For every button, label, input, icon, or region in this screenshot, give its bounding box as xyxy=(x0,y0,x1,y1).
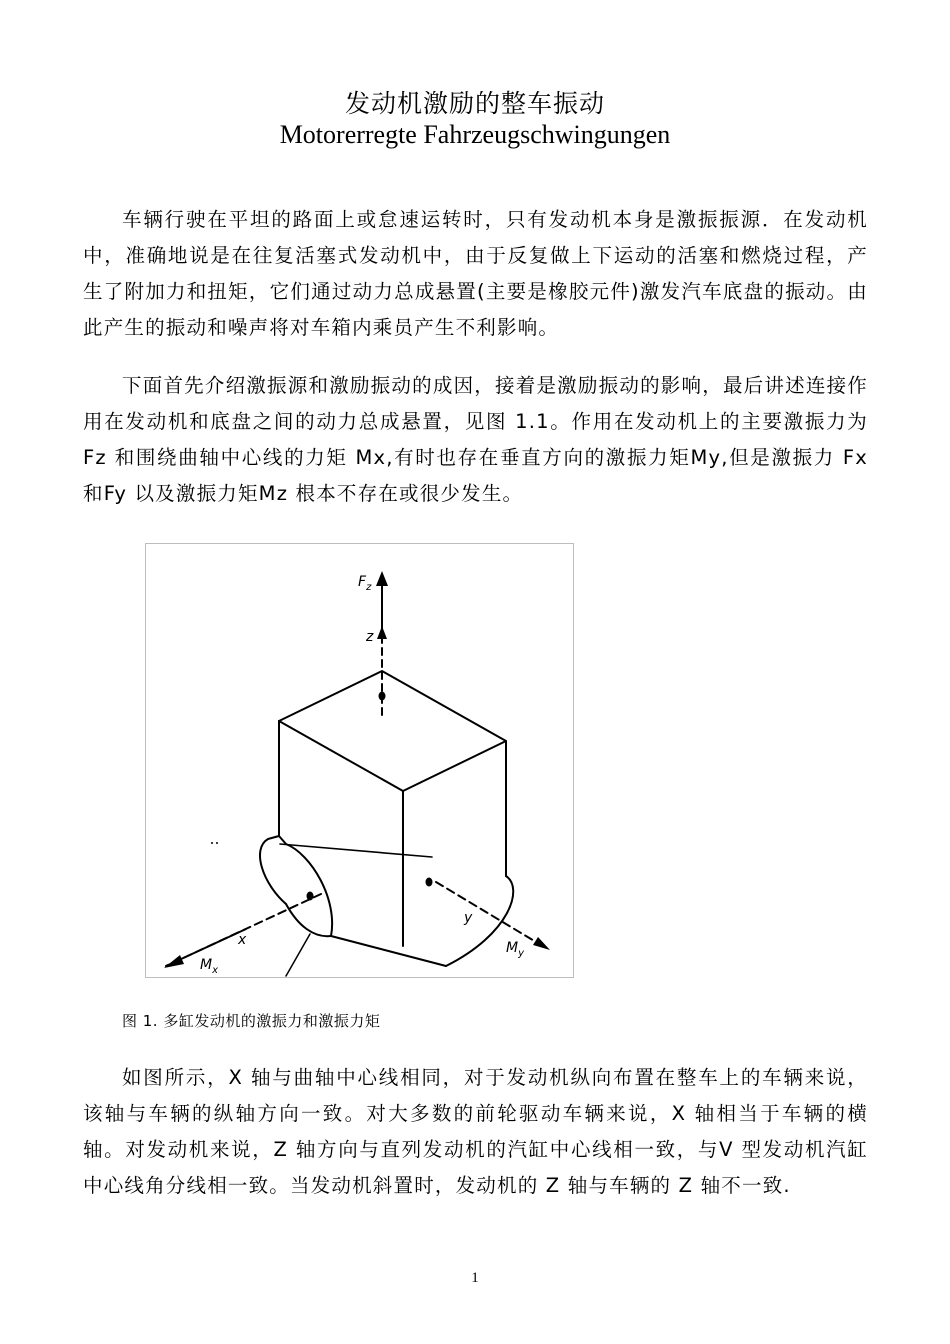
z-label: z xyxy=(366,629,374,645)
crank-center-dot xyxy=(307,892,314,901)
rear-center-dot xyxy=(426,878,433,887)
crankcase-right-outline xyxy=(446,876,513,966)
crankcase-left-end xyxy=(260,836,286,904)
paragraph-3: 如图所示，X 轴与曲轴中心线相同，对于发动机纵向布置在整车上的车辆来说，该轴与车辆的纵轴方向一致。对大多数的前轮驱动车辆来说，X 轴相当于车辆的横轴。对发动机来说，Z 轴方向与直列发动机的汽缸中心线相一致，与V 型发动机汽缸中心线角分线相一致。当发动机斜置时，发动机的 Z 轴与车辆的 Z 轴不一致. xyxy=(83,1066,868,1197)
z-arrowhead xyxy=(377,626,387,639)
title-chinese: 发动机激励的整车振动 xyxy=(344,89,605,118)
page-number: 1 xyxy=(471,1270,479,1286)
x-label: x xyxy=(238,932,247,948)
figure-caption: 图 1. 多缸发动机的激振力和激振力矩 xyxy=(122,1012,381,1030)
crankcase-end-ellipse xyxy=(279,836,332,936)
paragraph-1: 车辆行驶在平坦的路面上或怠速运转时，只有发动机本身是激振振源．在发动机中，准确地说是在往复活塞式发动机中，由于反复做上下运动的活塞和燃烧过程，产生了附加力和扭矩，它们通过动力总成悬置(主要是橡胶元件)激发汽车底盘的振动。由此产生的振动和噪声将对车箱内乘员产生不利影响。 xyxy=(83,208,868,339)
y-label: y xyxy=(464,910,473,926)
fz-label: $F_z$ xyxy=(358,574,372,593)
engine-force-diagram xyxy=(145,543,574,978)
mx-label: $M_x$ xyxy=(200,957,219,976)
paragraph-2: 下面首先介绍激振源和激励振动的成因，接着是激励振动的影响，最后讲述连接作用在发动机和底盘之间的动力总成悬置，见图 1.1。作用在发动机上的主要激振力为 Fz 和围绕曲轴中心线的力矩 Mx,有时也存在垂直方向的激振力矩My,但是激振力 Fx 和Fy 以及激振力矩Mz 根本不存在或很少发生。 xyxy=(83,374,868,505)
top-center-dot xyxy=(379,692,386,701)
block-top-face xyxy=(279,671,506,791)
my-arrowhead xyxy=(533,937,550,950)
mx-arrowhead xyxy=(164,955,184,968)
fz-arrowhead xyxy=(376,571,388,586)
y-axis-line xyxy=(436,882,546,948)
my-label: $M_y$ xyxy=(506,940,525,959)
title-german: Motorerregte Fahrzeugschwingungen xyxy=(279,120,671,149)
